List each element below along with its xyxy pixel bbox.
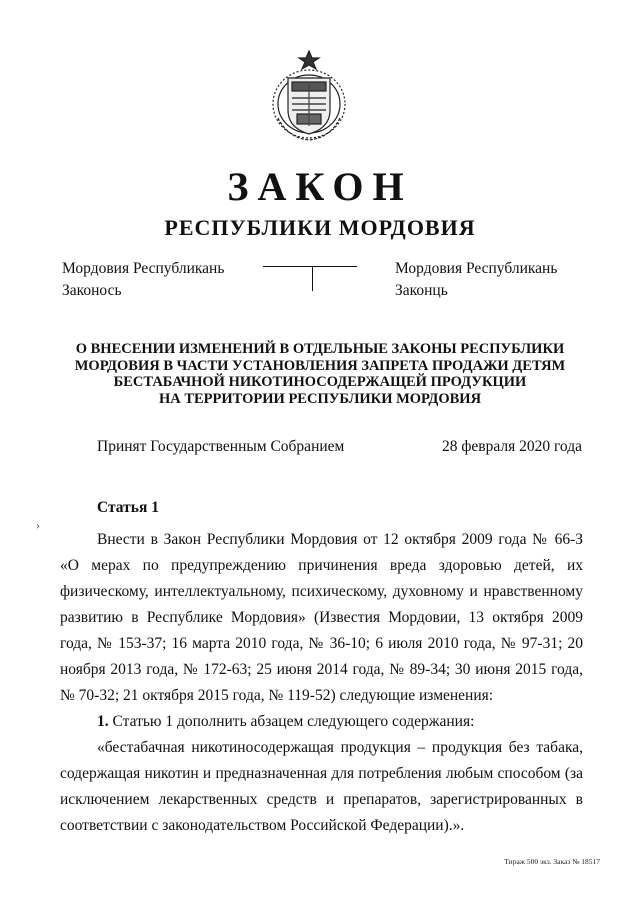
print-run-footer: Тираж 500 экз. Заказ № 18517	[504, 857, 600, 866]
document-title-line2: МОРДОВИЯ В ЧАСТИ УСТАНОВЛЕНИЯ ЗАПРЕТА ПРОДАЖИ ДЕТЯМ	[74, 357, 566, 374]
moksha-law-label	[62, 258, 224, 302]
erzya-law-label-line2: Законць	[395, 282, 448, 299]
moksha-law-label-line2: Законось	[62, 282, 122, 299]
document-title-line4: НА ТЕРРИТОРИИ РЕСПУБЛИКИ МОРДОВИЯ	[158, 390, 482, 407]
item-text: Статью 1 дополнить абзацем следующего содержания:	[112, 713, 475, 730]
article-body	[60, 527, 583, 839]
erzya-law-label	[395, 258, 557, 302]
item-number: 1.	[97, 713, 109, 730]
adopted-by: Принят Государственным Собранием	[97, 438, 345, 455]
article-heading: Статья 1	[97, 499, 159, 516]
law-heading: ЗАКОН	[227, 164, 413, 209]
adoption-date: 28 февраля 2020 года	[441, 438, 582, 455]
document-title-line1: О ВНЕСЕНИИ ИЗМЕНЕНИЙ В ОТДЕЛЬНЫЕ ЗАКОНЫ РЕСПУБЛИКИ	[75, 341, 565, 357]
moksha-law-label-line1: Мордовия Республикань	[62, 260, 225, 277]
law-number-blank-line	[263, 266, 357, 267]
coat-of-arms-emblem	[268, 48, 350, 144]
law-number-blank-tick	[312, 266, 313, 291]
document-title	[60, 341, 580, 407]
republic-heading: РЕСПУБЛИКИ МОРДОВИЯ	[164, 215, 476, 240]
document-title-line3: БЕСТАБАЧНОЙ НИКОТИНОСОДЕРЖАЩЕЙ ПРОДУКЦИИ	[113, 374, 527, 390]
erzya-law-label-line1: Мордовия Республикань	[395, 260, 558, 277]
article-item-paragraph	[60, 709, 583, 735]
article-intro-paragraph: Внести в Закон Республики Мордовия от 12 октября 2009 года № 66-З «О мерах по предупреждению причинения вреда здоровью детей, их физическому, интеллектуальному, психическому, духовному и нравственному развитию в Республике Мордовия» (Известия Мордовии, 13 октября 2009 года, № 153-37; 16 марта 2010 года, № 36-10; 6 июля 2010 года, № 97-31; 20 ноября 2013 года, № 172-63; 25 июня 2014 года, № 89-34; 30 июня 2015 года, № 70-32; 21 октября 2015 года, № 119-52) следующие изменения:	[60, 531, 583, 704]
article-quote-paragraph: «бестабачная никотиносодержащая продукция – продукция без табака, содержащая никотин и предназначенная для потребления любым способом (за исключением лекарственных средств и препаратов, зарегистрированных в соответствии с законодательством Российской Федерации).».	[60, 739, 583, 834]
margin-mark: ›	[36, 518, 40, 532]
